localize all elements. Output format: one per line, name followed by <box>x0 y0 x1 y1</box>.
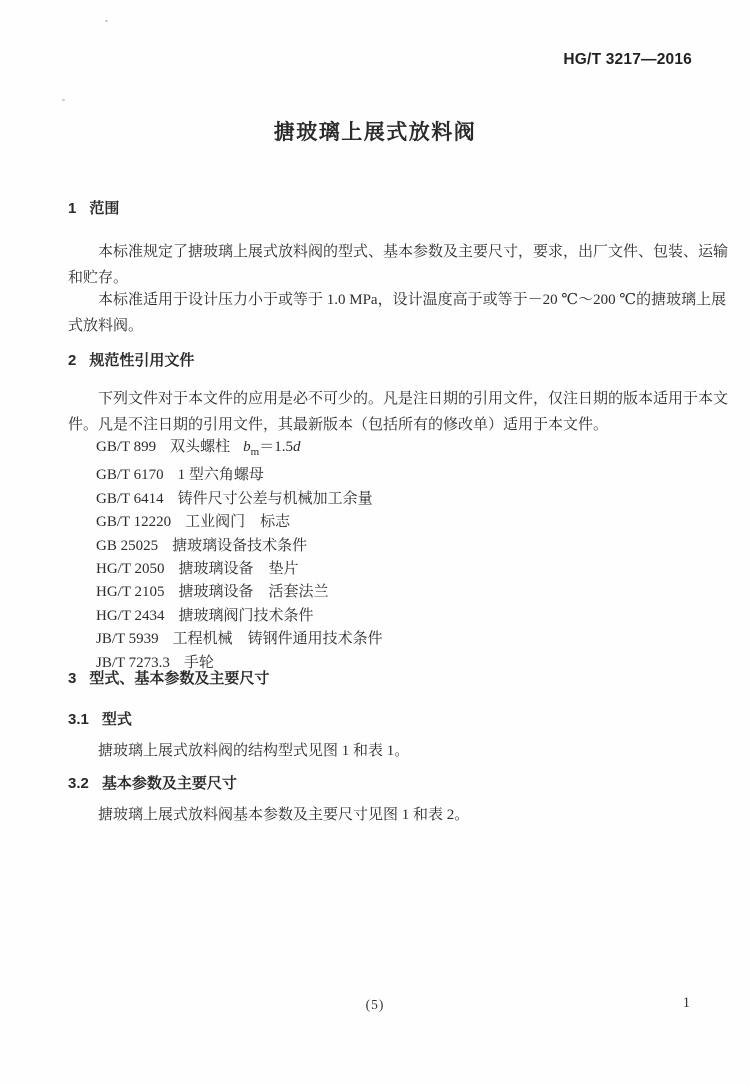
scan-speck <box>62 99 65 101</box>
reference-item <box>96 628 692 651</box>
reference-code: HG/T 2434 <box>96 607 165 624</box>
reference-code: GB/T 6170 <box>96 467 164 484</box>
reference-item <box>96 605 692 628</box>
clause-title: 规范性引用文件 <box>89 352 195 369</box>
formula-variable: b <box>243 439 251 455</box>
reference-title: 搪玻璃阀门技术条件 <box>178 607 314 624</box>
reference-code: GB/T 12220 <box>96 514 172 531</box>
paragraph-text: 搪玻璃上展式放料阀的结构型式见图 1 和表 1。 <box>98 743 410 759</box>
paragraph-line: 本标准适用于设计压力小于或等于 1.0 MPa，设计温度高于或等于－20 ℃～200 ℃的搪玻璃上展 <box>98 292 727 308</box>
reference-formula <box>243 439 301 458</box>
reference-code: GB/T 6414 <box>96 490 164 507</box>
clause-3-2-heading <box>68 772 237 793</box>
clause-1-heading <box>68 197 119 218</box>
formula-variable: d <box>293 439 301 455</box>
normative-reference-list <box>96 436 692 675</box>
reference-code: JB/T 5939 <box>96 631 159 648</box>
reference-code: JB/T 7273.3 <box>96 654 170 671</box>
reference-item <box>96 511 692 534</box>
paragraph-text: 搪玻璃上展式放料阀基本参数及主要尺寸见图 1 和表 2。 <box>98 807 470 823</box>
clause-title: 范围 <box>89 200 120 217</box>
clause-number: 3 <box>68 670 77 687</box>
clause-3-1-paragraph <box>68 739 409 763</box>
clause-number: 3.1 <box>68 711 89 728</box>
reference-title: 1 型六角螺母 <box>177 467 264 484</box>
reference-item <box>96 581 692 604</box>
reference-title: 搪玻璃设备 垫片 <box>178 561 299 578</box>
scope-paragraph-1 <box>68 239 729 291</box>
reference-title: 搪玻璃设备 活套法兰 <box>178 584 329 601</box>
paragraph-line: 件。凡是不注日期的引用文件，其最新版本（包括所有的修改单）适用于本文件。 <box>68 417 609 433</box>
clause-title: 型式、基本参数及主要尺寸 <box>89 670 270 687</box>
paragraph-line: 本标准规定了搪玻璃上展式放料阀的型式、基本参数及主要尺寸，要求，出厂文件、包装、运输 <box>98 244 729 260</box>
clause-3-1-heading <box>68 708 132 729</box>
reference-code: GB 25025 <box>96 537 159 554</box>
clause-number: 2 <box>68 352 77 369</box>
reference-title: 搪玻璃设备技术条件 <box>172 537 308 554</box>
reference-item <box>96 558 692 581</box>
reference-code: HG/T 2050 <box>96 561 165 578</box>
document-title: 搪玻璃上展式放料阀 <box>273 121 477 144</box>
clause-number: 3.2 <box>68 775 89 792</box>
reference-code: GB/T 899 <box>96 439 157 455</box>
paragraph-line: 和贮存。 <box>68 270 129 286</box>
clause-number: 1 <box>68 200 77 217</box>
normative-intro <box>68 386 729 438</box>
reference-title: 工业阀门 标志 <box>185 514 291 531</box>
clause-3-2-paragraph <box>68 803 469 827</box>
scope-paragraph-2 <box>68 287 727 339</box>
reference-item <box>96 535 692 558</box>
reference-title: 铸件尺寸公差与机械加工余量 <box>177 490 373 507</box>
clause-3-heading <box>68 667 269 688</box>
reference-title: 工程机械 铸钢件通用技术条件 <box>172 631 383 648</box>
formula-operator: ＝1.5 <box>259 439 293 455</box>
footer-page-number: 1 <box>682 995 690 1011</box>
reference-item <box>96 436 692 464</box>
formula-subscript: m <box>250 446 260 458</box>
reference-title: 双头螺柱 <box>170 439 231 455</box>
clause-title: 基本参数及主要尺寸 <box>101 775 237 792</box>
paragraph-line: 式放料阀。 <box>68 318 144 334</box>
footer-sheet-number: (5) <box>365 997 385 1012</box>
reference-item <box>96 488 692 511</box>
clause-2-heading <box>68 349 194 370</box>
standard-code: HG/T 3217—2016 <box>563 51 692 68</box>
paragraph-line: 下列文件对于本文件的应用是必不可少的。凡是注日期的引用文件，仅注日期的版本适用于本文 <box>98 391 729 407</box>
reference-title: 手轮 <box>183 654 214 671</box>
reference-code: HG/T 2105 <box>96 584 165 601</box>
clause-title: 型式 <box>101 711 132 728</box>
scan-speck <box>105 20 108 22</box>
reference-item <box>96 464 692 487</box>
